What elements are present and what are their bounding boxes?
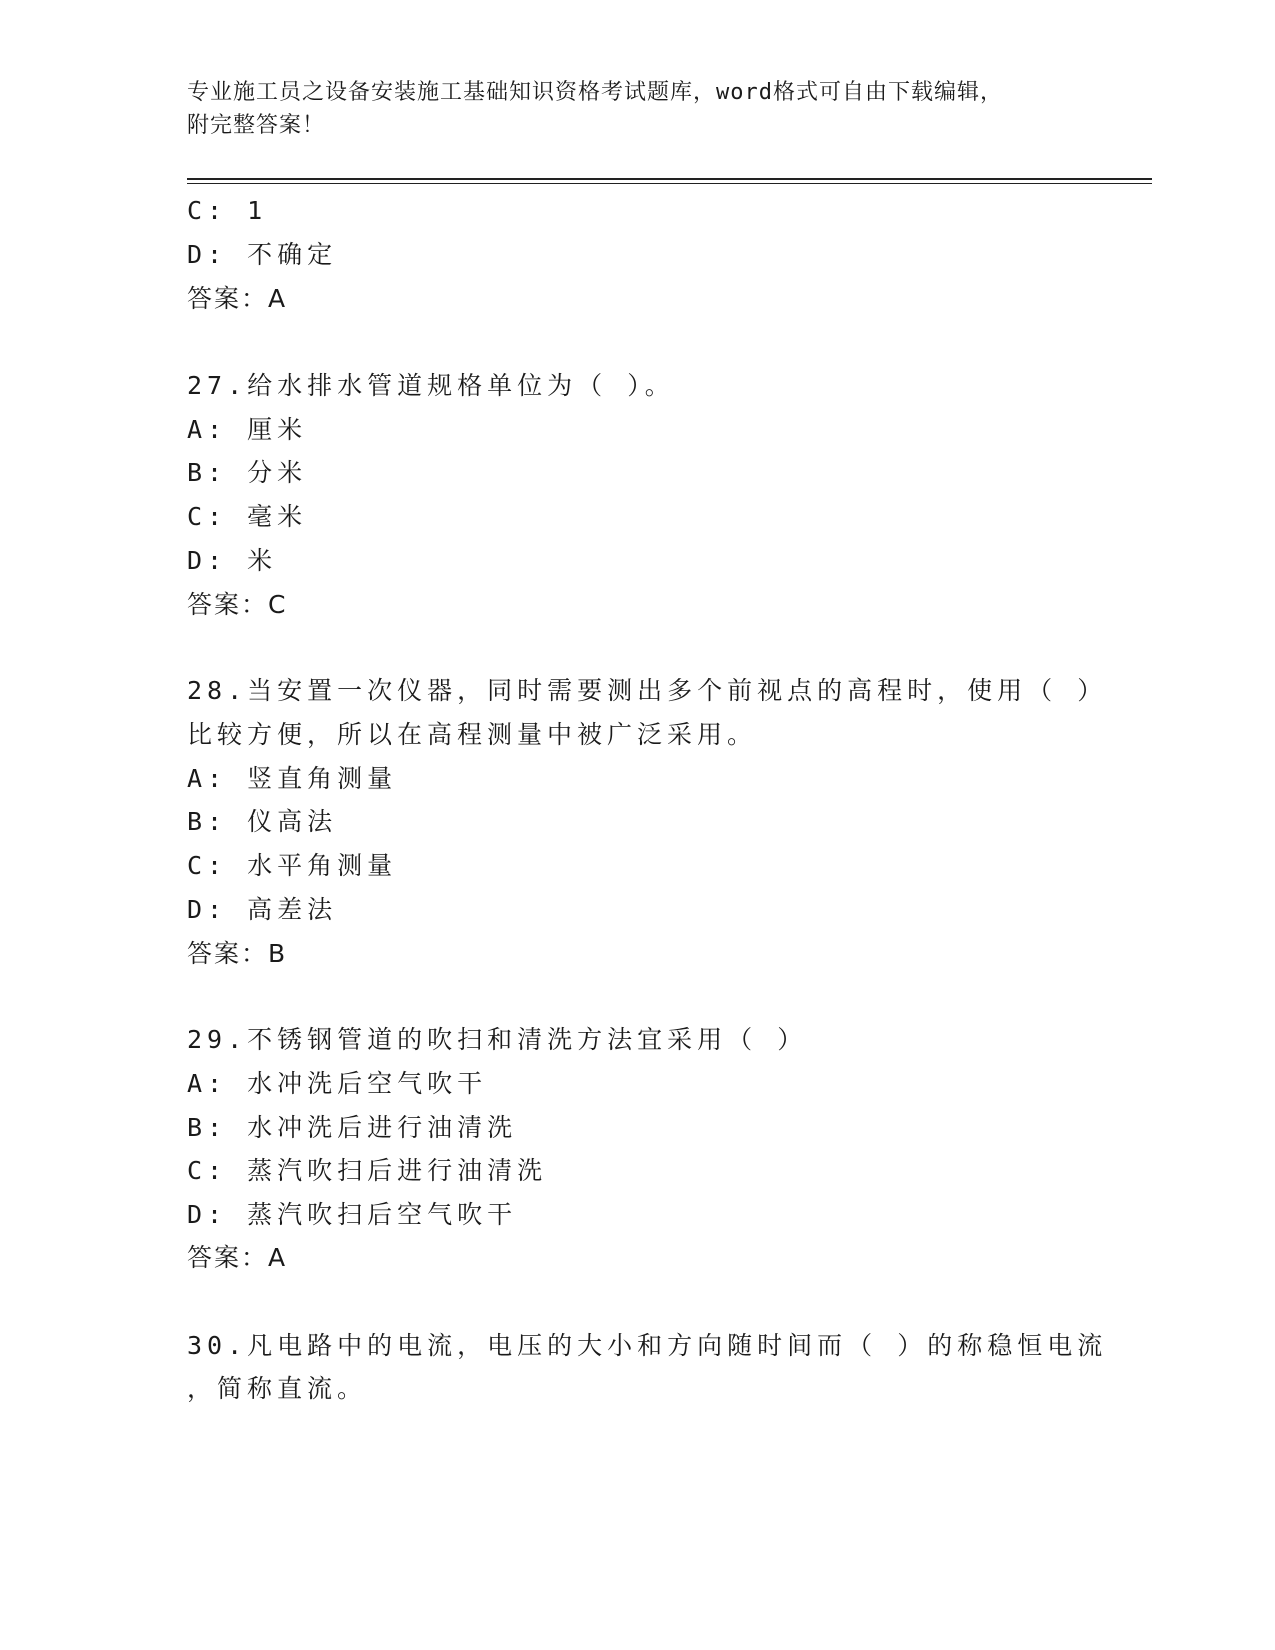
option-d: D: 蒸汽吹扫后空气吹干 [187,1200,518,1229]
answer-line: 答案：A [187,284,288,313]
option-d: D: 不确定 [187,240,338,269]
option-c: C: 蒸汽吹扫后进行油清洗 [187,1156,548,1185]
answer-line: 答案：B [187,939,288,968]
option-b: B: 分米 [187,458,308,487]
option-b: B: 仪高法 [187,807,338,836]
option-c: C: 水平角测量 [187,851,398,880]
answer-line: 答案：C [187,590,288,619]
option-b: B: 水冲洗后进行油清洗 [187,1113,518,1142]
question-text: 30.凡电路中的电流，电压的大小和方向随时间而（ ）的称稳恒电流 [187,1331,1108,1360]
option-c: C: 毫米 [187,502,308,531]
question-text: 28.当安置一次仪器，同时需要测出多个前视点的高程时，使用（ ） [187,676,1108,705]
answer-line: 答案：A [187,1243,288,1272]
question-text: 27.给水排水管道规格单位为（ ）。 [187,371,675,400]
header-line-2: 附完整答案！ [187,113,326,138]
question-text-continued: ，简称直流。 [187,1374,368,1403]
page-header [187,76,1067,142]
option-c: C: 1 [187,196,268,225]
option-a: A: 水冲洗后空气吹干 [187,1069,488,1098]
option-d: D: 高差法 [187,895,338,924]
question-text-continued: 比较方便，所以在高程测量中被广泛采用。 [187,720,758,749]
header-divider-thin [187,183,1152,184]
option-d: D: 米 [187,546,278,575]
header-divider-thick [187,178,1152,180]
header-line-1: 专业施工员之设备安装施工基础知识资格考试题库，word格式可自由下载编辑， [187,80,1003,105]
question-text: 29.不锈钢管道的吹扫和清洗方法宜采用（ ） [187,1025,808,1054]
option-a: A: 厘米 [187,415,308,444]
option-a: A: 竖直角测量 [187,764,398,793]
